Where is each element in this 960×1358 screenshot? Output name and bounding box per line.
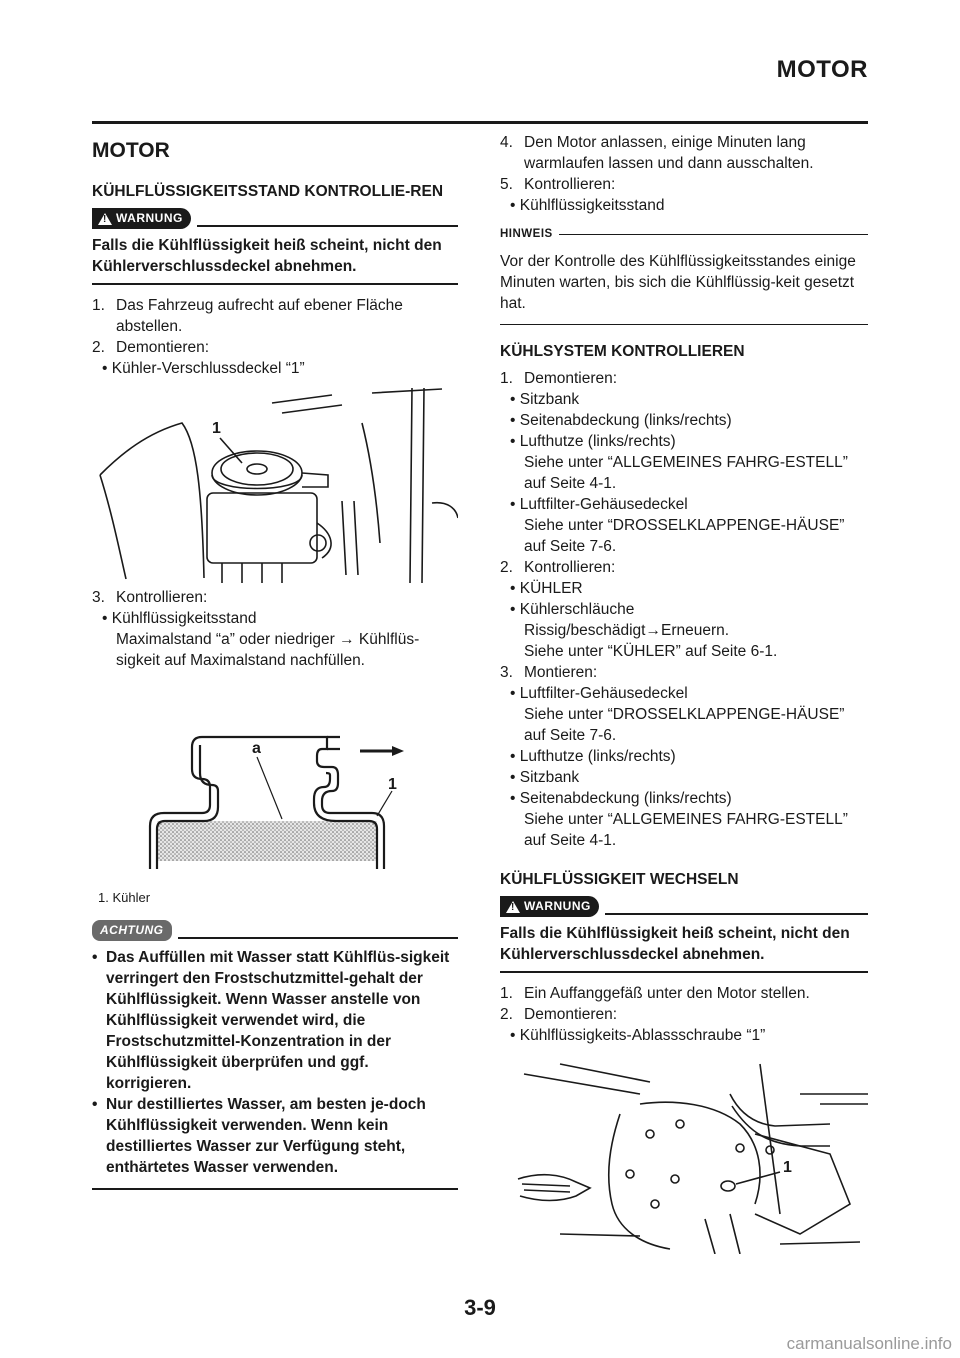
warning-badge: [92, 208, 191, 229]
list-item: • Nur destilliertes Wasser, am besten je-doch Kühlflüssigkeit verwenden. Wenn kein destilliertes Wasser zur Verfügung steht, enthärtetes Wasser verwenden.: [92, 1096, 426, 1176]
step-text: Kontrollieren:: [524, 559, 616, 576]
caution-header: [92, 920, 458, 941]
caution-end-rule: [92, 1188, 458, 1190]
step-text: Demontieren:: [524, 1006, 618, 1023]
figure-caption: 1. Kühler: [98, 890, 151, 905]
right-column: [500, 132, 868, 1254]
bullet-item: • KÜHLER: [510, 580, 583, 597]
figure-callout-1: 1: [783, 1159, 792, 1176]
warning-triangle-icon: !: [506, 901, 520, 913]
list-item: 5. Kontrollieren:: [500, 176, 616, 193]
bullet-item: • Kühlflüssigkeits-Ablassschraube “1”: [510, 1027, 766, 1044]
radiator-cap-figure: [92, 383, 458, 583]
warning-header: [92, 208, 458, 229]
list-item: 1. Das Fahrzeug aufrecht auf ebener Fläche abstellen.: [92, 295, 458, 337]
warning-badge-label: WARNUNG: [524, 899, 591, 913]
list-item: 2. Demontieren:: [92, 339, 210, 356]
warning-rule: [605, 913, 868, 915]
step-text: Ein Auffanggefäß unter den Motor stellen.: [524, 985, 810, 1002]
section-title: MOTOR: [92, 139, 170, 162]
bullet-item: • Kühler-Verschlussdeckel “1”: [102, 360, 305, 377]
warning-text: Falls die Kühlflüssigkeit heiß scheint, nicht den Kühlerverschlussdeckel abnehmen.: [500, 925, 850, 963]
bullet-item: • Seitenabdeckung (links/rechts): [510, 412, 732, 429]
caution-badge: ACHTUNG: [92, 920, 172, 941]
step-detail: Maximalstand “a” oder niedriger → Kühlflüs-sigkeit auf Maximalstand nachfüllen.: [116, 631, 420, 669]
list-item: 2. Kontrollieren:: [500, 559, 616, 576]
reference-text: Siehe unter “DROSSELKLAPPENGE-HÄUSE” auf Seite 7-6.: [524, 517, 845, 555]
bullet-item: • Lufthutze (links/rechts): [510, 748, 676, 765]
list-item: 1. Demontieren:: [500, 370, 618, 387]
list-item: 1. Ein Auffanggefäß unter den Motor stellen.: [500, 985, 810, 1002]
step-text: Montieren:: [524, 664, 598, 681]
bullet-item: • Kühlflüssigkeitsstand: [510, 197, 665, 214]
warning-end-rule: [92, 283, 458, 285]
watermark: carmanualsonline.info: [786, 1334, 952, 1353]
step-text: Kontrollieren:: [524, 176, 616, 193]
bullet-item: • Sitzbank: [510, 769, 580, 786]
step-text: Demontieren:: [116, 339, 210, 356]
warning-header: [500, 896, 868, 917]
note-end-rule: [500, 324, 868, 325]
list-item: • Das Auffüllen mit Wasser statt Kühlflüs-sigkeit verringert den Frostschutzmittel-gehalt der Kühlflüssigkeit. Wenn Wasser anstelle von Kühlflüssigkeit verwendet wird, die Frostschutzmittel-Konzentration in der Kühlflüssigkeit überprüfen und ggf. korrigieren.: [92, 949, 450, 1092]
bullet-item: • Luftfilter-Gehäusedeckel: [510, 685, 688, 702]
subheading-coolant-change: KÜHLFLÜSSIGKEIT WECHSELN: [500, 871, 739, 888]
note-rule: [559, 234, 868, 235]
step-text: Demontieren:: [524, 370, 618, 387]
warning-end-rule: [500, 971, 868, 973]
bullet-item: • Kühlflüssigkeitsstand: [102, 610, 257, 627]
left-column: [92, 132, 458, 1200]
warning-badge: [500, 896, 599, 917]
caution-rule: [178, 937, 459, 939]
reference-text: Siehe unter “DROSSELKLAPPENGE-HÄUSE” auf Seite 7-6.: [524, 706, 845, 744]
step-text: Das Fahrzeug aufrecht auf ebener Fläche abstellen.: [116, 297, 403, 335]
bullet-item: • Luftfilter-Gehäusedeckel: [510, 496, 688, 513]
step-text: Kontrollieren:: [116, 589, 208, 606]
subheading-coolant-level: KÜHLFLÜSSIGKEITSSTAND KONTROLLIE-REN: [92, 183, 444, 200]
header-divider: [92, 121, 868, 124]
page-number: 3-9: [464, 1295, 496, 1320]
step-detail: Rissig/beschädigt→Erneuern.: [524, 622, 730, 639]
reference-text: Siehe unter “KÜHLER” auf Seite 6-1.: [524, 643, 778, 660]
reference-text: Siehe unter “ALLGEMEINES FAHRG-ESTELL” auf Seite 4-1.: [524, 811, 848, 849]
figure-callout-a: a: [252, 740, 261, 757]
bullet-item: • Seitenabdeckung (links/rechts): [510, 790, 732, 807]
note-text: Vor der Kontrolle des Kühlflüssigkeitsstandes einige Minuten warten, bis sich die Kühlflüssig-keit gesetzt hat.: [500, 253, 856, 312]
caution-list: [92, 947, 458, 1178]
bullet-item: • Lufthutze (links/rechts): [510, 433, 676, 450]
step-text: Den Motor anlassen, einige Minuten lang warmlaufen lassen und dann ausschalten.: [524, 134, 814, 172]
warning-rule: [197, 225, 458, 227]
list-item: 3. Kontrollieren:: [92, 589, 208, 606]
warning-text: Falls die Kühlflüssigkeit heiß scheint, nicht den Kühlerverschlussdeckel abnehmen.: [92, 237, 442, 275]
figure-callout-1: 1: [388, 776, 397, 793]
warning-badge-label: WARNUNG: [116, 211, 183, 225]
page-header-title: MOTOR: [776, 56, 868, 83]
list-item: 3. Montieren:: [500, 664, 598, 681]
list-item: 2. Demontieren:: [500, 1006, 618, 1023]
coolant-level-figure: [92, 691, 458, 883]
warning-triangle-icon: !: [98, 213, 112, 225]
list-item: 4. Den Motor anlassen, einige Minuten lang warmlaufen lassen und dann ausschalten.: [500, 132, 868, 174]
subheading-cooling-system: KÜHLSYSTEM KONTROLLIEREN: [500, 343, 745, 360]
figure-callout-1: 1: [212, 420, 221, 437]
reference-text: Siehe unter “ALLGEMEINES FAHRG-ESTELL” auf Seite 4-1.: [524, 454, 848, 492]
note-label: HINWEIS: [500, 228, 553, 240]
note-header: [500, 224, 868, 245]
bullet-item: • Sitzbank: [510, 391, 580, 408]
bullet-item: • Kühlerschläuche: [510, 601, 635, 618]
drain-bolt-figure: [500, 1054, 868, 1254]
